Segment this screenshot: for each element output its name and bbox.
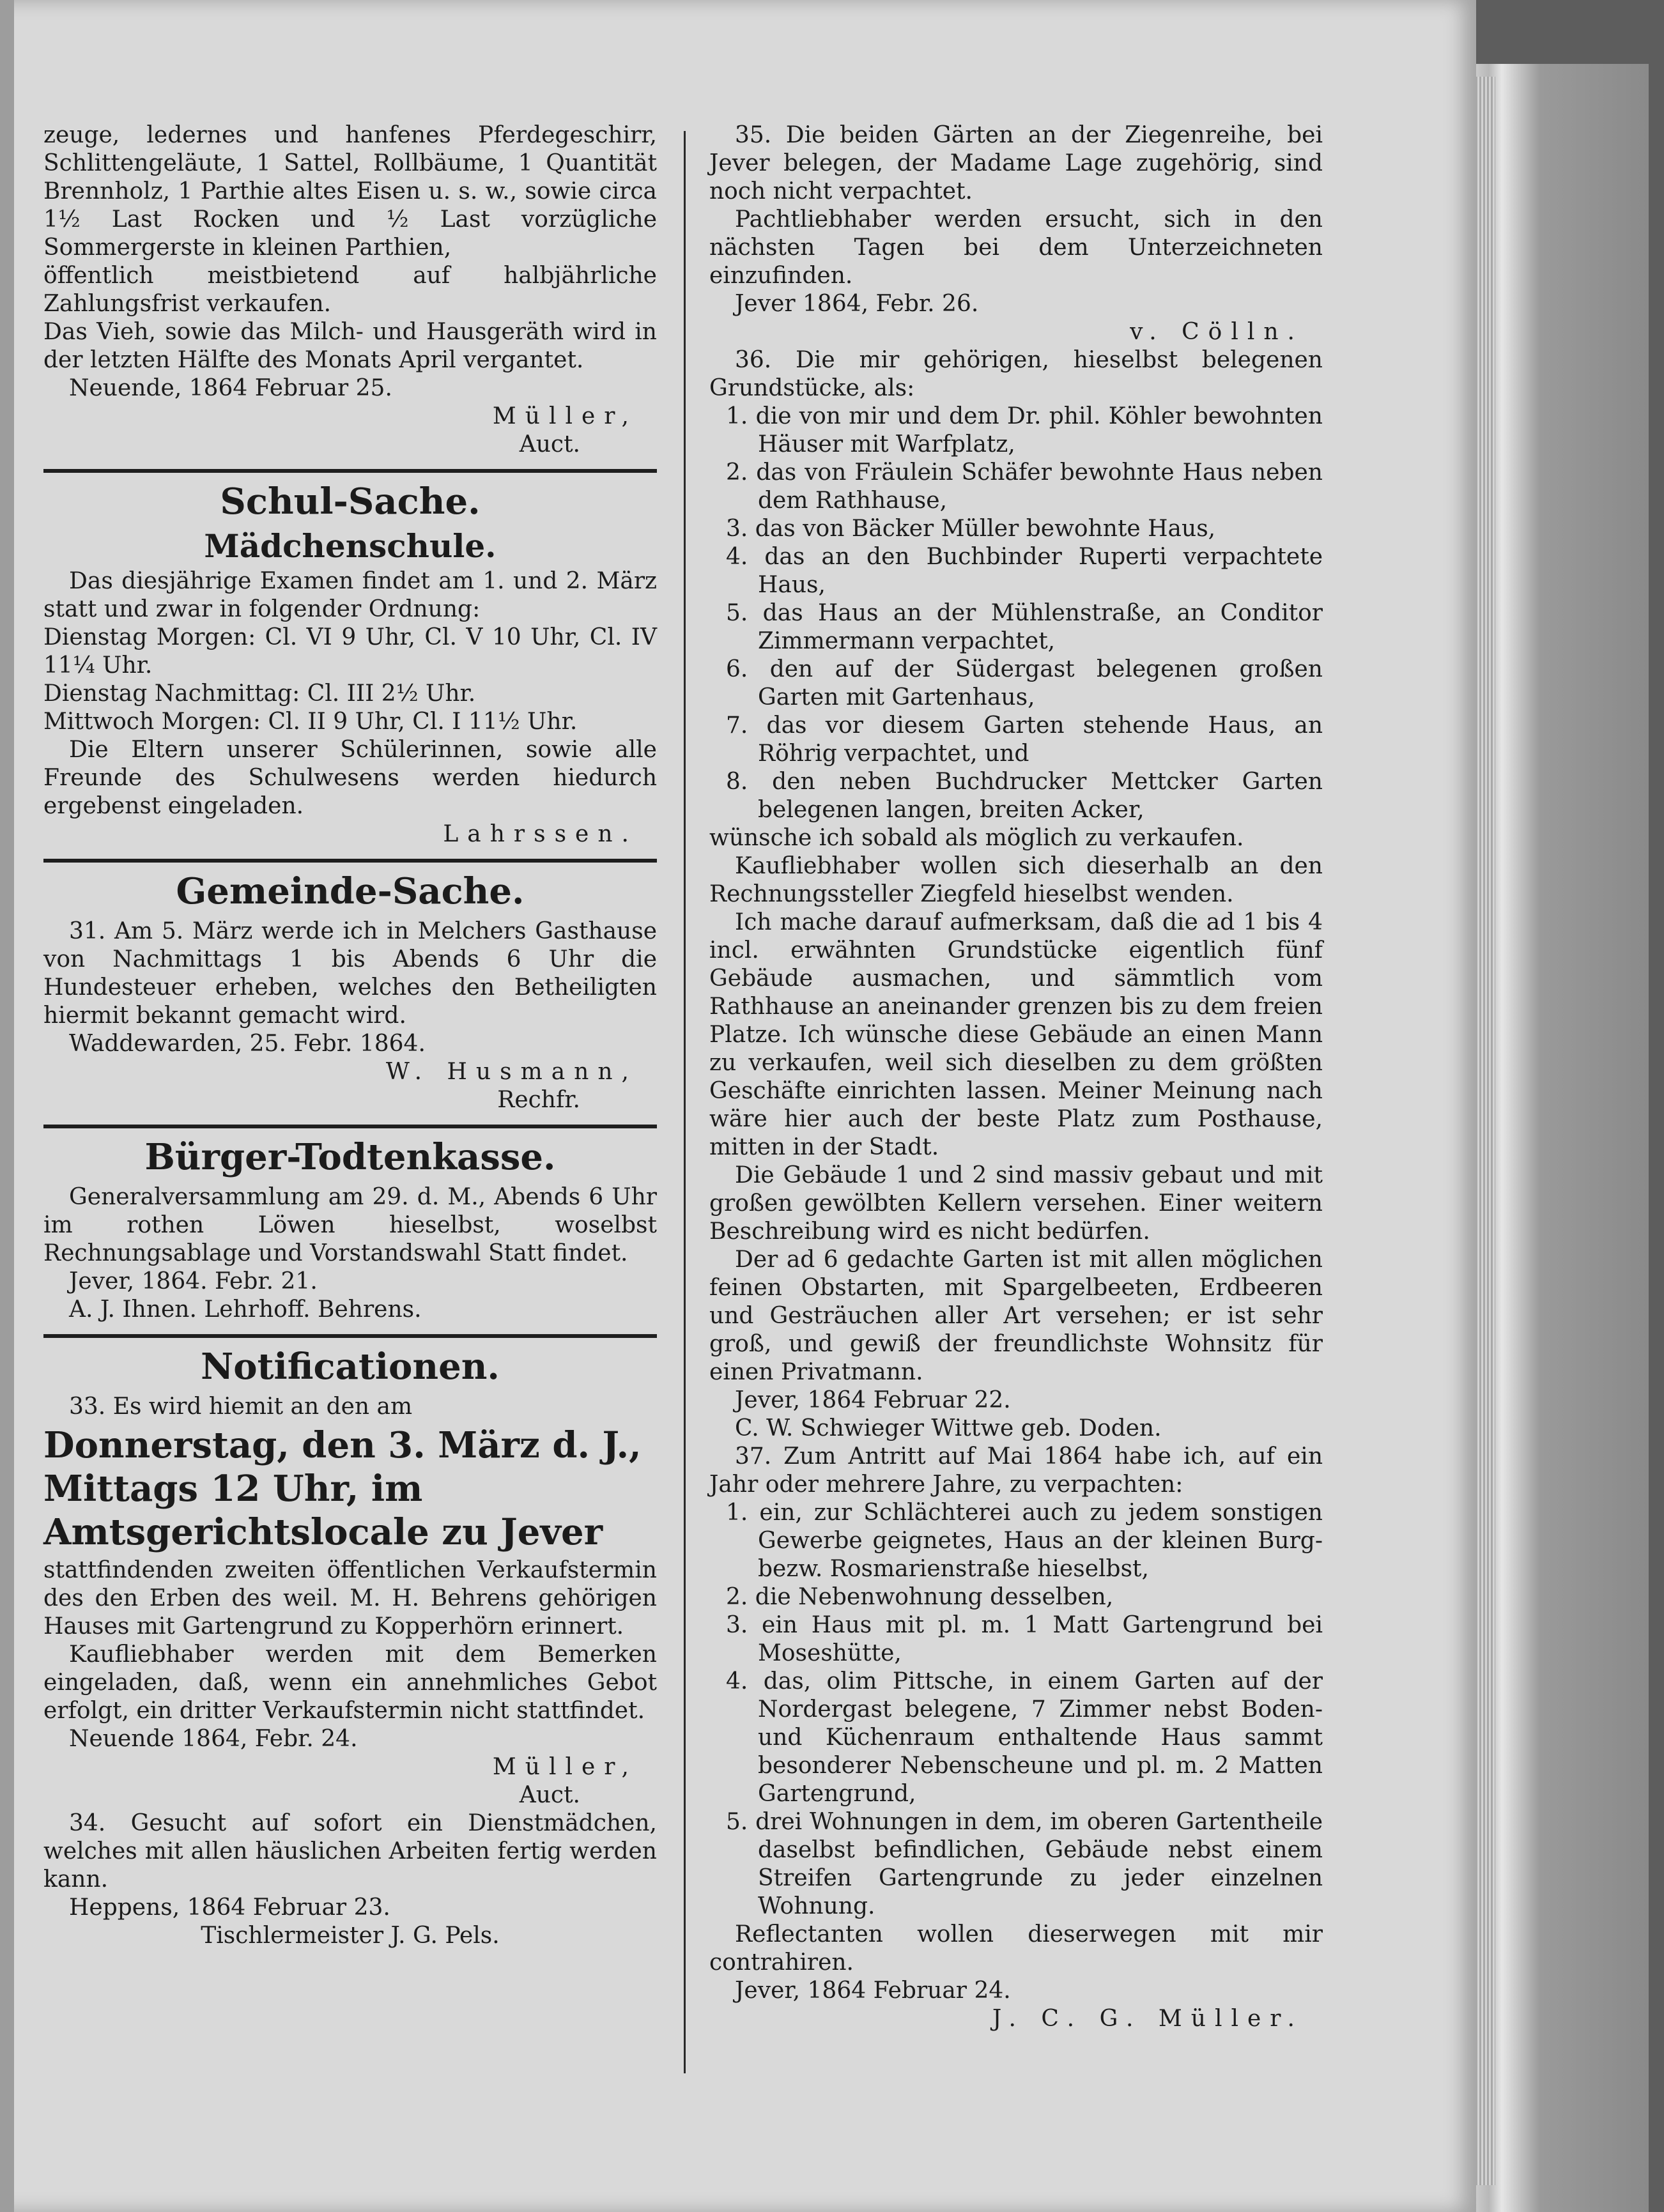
buerger-signatures: A. J. Ihnen. Lehrhoff. Behrens. — [69, 1296, 422, 1323]
intro-place-date: Neuende, 1864 Februar 25. — [69, 375, 392, 401]
notice-35-signature: v. Cölln. — [1130, 319, 1304, 345]
column-divider — [684, 131, 686, 2073]
notice-36-place: Jever, 1864 Februar 22. — [735, 1387, 1011, 1413]
notice-33-date-big: Donnerstag, den 3. März d. J., Mittags 12 Uhr, im Amtsgerichtslocale zu Jever — [43, 1424, 642, 1553]
section-rule — [43, 1125, 657, 1128]
schul-text-1: Das diesjährige Examen findet am 1. und 2. März statt und zwar in folgender Ordnung: — [43, 568, 657, 622]
notice-33-place: Neuende 1864, Febr. 24. — [69, 1726, 358, 1752]
signature-auct: Auct. — [519, 431, 580, 457]
intro-line-3: Das Vieh, sowie das Milch- und Hausgeräth wird in der letzten Hälfte des Monats April vergantet. — [43, 319, 657, 373]
intro-line-1: zeuge, ledernes und hanfenes Pferdegeschirr, Schlittengeläute, 1 Sattel, Rollbäume, 1 Quantität Brennholz, 1 Parthie altes Eisen u. s. w., sowie circa 1½ Last Rocken und ½ Last vorzügliche Sommergerste in kleinen Parthien, — [43, 122, 657, 261]
notice-36-item: 8. den neben Buchdrucker Mettcker Garten belegenen langen, breiten Acker, — [726, 769, 1323, 823]
heading-buerger-todtenkasse: Bürger-Todtenkasse. — [144, 1136, 556, 1178]
notice-34-place: Heppens, 1864 Februar 23. — [69, 1894, 390, 1921]
notice-37-item: 4. das, olim Pittsche, in einem Garten auf der Nordergast belegene, 7 Zimmer nebst Boden- und Küchenraum enthaltende Haus sammt besonderer Nebenscheune und pl. m. 2 Matten Gartengrund, — [726, 1668, 1323, 1807]
notice-35-place: Jever 1864, Febr. 26. — [735, 291, 979, 317]
notice-33-signature-2: Auct. — [519, 1782, 580, 1808]
right-column — [709, 121, 1323, 2033]
section-rule — [43, 859, 657, 863]
notice-37-place: Jever, 1864 Februar 24. — [735, 1978, 1011, 2004]
notice-36-text-4: Ich mache darauf aufmerksam, daß die ad 1 bis 4 incl. erwähnten Grundstücke eigentlich fünf Gebäude ausmachen, und sämmtlich vom Rathhause an aneinander grenzen bis zu dem freien Platze. Ich wünsche diese Gebäude an einen Mann zu verkaufen, weil sich dieselben zu dem größten Geschäfte einrichten lassen. Meiner Meinung nach wäre hier auch der beste Platz zum Posthause, mitten in der Stadt. — [709, 909, 1323, 1160]
buerger-place: Jever, 1864. Febr. 21. — [69, 1268, 318, 1294]
notice-35-text: 35. Die beiden Gärten an der Ziegenreihe, bei Jever belegen, der Madame Lage zugehörig, sind noch nicht verpachtet. — [709, 122, 1323, 204]
notice-37-signature: J. C. G. Müller. — [992, 2006, 1304, 2032]
notice-34-signature: Tischlermeister J. G. Pels. — [201, 1923, 500, 1949]
schul-text-5: Die Eltern unserer Schülerinnen, sowie alle Freunde des Schulwesens werden hiedurch ergebenst eingeladen. — [43, 737, 657, 819]
heading-gemeinde-sache: Gemeinde-Sache. — [176, 870, 525, 912]
notice-33-text-2: Kaufliebhaber werden mit dem Bemerken eingeladen, daß, wenn ein annehmliches Gebot erfolgt, ein dritter Verkaufstermin nicht stattfindet. — [43, 1641, 657, 1724]
notice-37-text-2: Reflectanten wollen dieserwegen mit mir contrahiren. — [709, 1921, 1323, 1976]
notice-31-text: 31. Am 5. März werde ich in Melchers Gasthause von Nachmittags 1 bis Abends 6 Uhr die Hundesteuer erheben, welches den Betheiligten hiermit bekannt gemacht wird. — [43, 918, 657, 1029]
notice-37-item: 2. die Nebenwohnung desselben, — [726, 1584, 1114, 1610]
notice-36-text-2: wünsche ich sobald als möglich zu verkaufen. — [709, 825, 1244, 851]
notice-36-item: 3. das von Bäcker Müller bewohnte Haus, — [726, 516, 1216, 542]
notice-36-item: 5. das Haus an der Mühlenstraße, an Conditor Zimmermann verpachtet, — [726, 600, 1323, 654]
notice-36-signature: C. W. Schwieger Wittwe geb. Doden. — [735, 1415, 1162, 1441]
notice-33-signature: Müller, — [492, 1754, 638, 1780]
notice-35-text-2: Pachtliebhaber werden ersucht, sich in den nächsten Tagen bei dem Unterzeichneten einzufinden. — [709, 206, 1323, 289]
notice-36-text: 36. Die mir gehörigen, hieselbst belegenen Grundstücke, als: — [709, 347, 1323, 401]
signature-rechfr: Rechfr. — [497, 1087, 580, 1113]
notice-36-item: 2. das von Fräulein Schäfer bewohnte Haus neben dem Rathhause, — [726, 459, 1323, 514]
notice-37-item: 3. ein Haus mit pl. m. 1 Matt Gartengrund bei Moseshütte, — [726, 1612, 1323, 1666]
schul-text-2: Dienstag Morgen: Cl. VI 9 Uhr, Cl. V 10 Uhr, Cl. IV 11¼ Uhr. — [43, 624, 657, 679]
notice-36-item: 7. das vor diesem Garten stehende Haus, an Röhrig verpachtet, und — [726, 712, 1323, 767]
notice-36-text-5: Die Gebäude 1 und 2 sind massiv gebaut und mit großen gewölbten Kellern versehen. Einer weitern Beschreibung wird es nicht bedürfen. — [709, 1162, 1323, 1245]
left-column — [43, 121, 657, 1950]
heading-notificationen: Notificationen. — [201, 1346, 500, 1388]
intro-line-2: öffentlich meistbietend auf halbjährliche Zahlungsfrist verkaufen. — [43, 263, 657, 317]
schul-text-4: Mittwoch Morgen: Cl. II 9 Uhr, Cl. I 11½ Uhr. — [43, 709, 578, 735]
schul-text-3: Dienstag Nachmittag: Cl. III 2½ Uhr. — [43, 680, 476, 707]
heading-maedchenschule: Mädchenschule. — [204, 527, 497, 565]
notice-34-text: 34. Gesucht auf sofort ein Dienstmädchen, welches mit allen häuslichen Arbeiten fertig werden kann. — [43, 1810, 657, 1893]
section-rule — [43, 1334, 657, 1338]
notice-36-item: 4. das an den Buchbinder Ruperti verpachtete Haus, — [726, 544, 1323, 598]
heading-schul-sache: Schul-Sache. — [220, 480, 481, 523]
notice-37-item: 5. drei Wohnungen in dem, im oberen Gartentheile daselbst befindlichen, Gebäude nebst einem Streifen Gartengrunde zu jeder einzelnen Wohnung. — [726, 1809, 1323, 1919]
binding-strip — [0, 0, 14, 2212]
notice-37-text: 37. Zum Antritt auf Mai 1864 habe ich, auf ein Jahr oder mehrere Jahre, zu verpachten: — [709, 1443, 1323, 1498]
notice-33-start: 33. Es wird hiemit an den am — [69, 1394, 413, 1420]
signature-mueller: Müller, — [492, 403, 638, 429]
signature-lahrssen: Lahrssen. — [443, 821, 638, 847]
buerger-text: Generalversammlung am 29. d. M., Abends 6 Uhr im rothen Löwen hieselbst, woselbst Rechnungsablage und Vorstandswahl Statt findet. — [43, 1184, 657, 1266]
signature-husmann: W. Husmann, — [385, 1059, 638, 1085]
notice-36-item: 6. den auf der Südergast belegenen großen Garten mit Gartenhaus, — [726, 656, 1323, 710]
notice-33-text: stattfindenden zweiten öffentlichen Verkaufstermin des den Erben des weil. M. H. Behrens gehörigen Hauses mit Gartengrund zu Kopperhörn erinnert. — [43, 1557, 657, 1640]
notice-36-text-3: Kaufliebhaber wollen sich dieserhalb an den Rechnungssteller Ziegfeld hieselbst wenden. — [709, 853, 1323, 907]
notice-36-text-6: Der ad 6 gedachte Garten ist mit allen möglichen feinen Obstarten, mit Spargelbeeten, Erdbeeren und Gesträuchen aller Art versehen; er ist sehr groß, und gewiß der freundlichste Wohnsitz für einen Privatmann. — [709, 1247, 1323, 1385]
notice-31-place: Waddewarden, 25. Febr. 1864. — [69, 1031, 426, 1057]
notice-37-item: 1. ein, zur Schlächterei auch zu jedem sonstigen Gewerbe geignetes, Haus an der kleinen Burg- bezw. Rosmarienstraße hieselbst, — [726, 1500, 1323, 1582]
notice-36-item: 1. die von mir und dem Dr. phil. Köhler bewohnten Häuser mit Warfplatz, — [726, 403, 1323, 457]
section-rule — [43, 469, 657, 473]
